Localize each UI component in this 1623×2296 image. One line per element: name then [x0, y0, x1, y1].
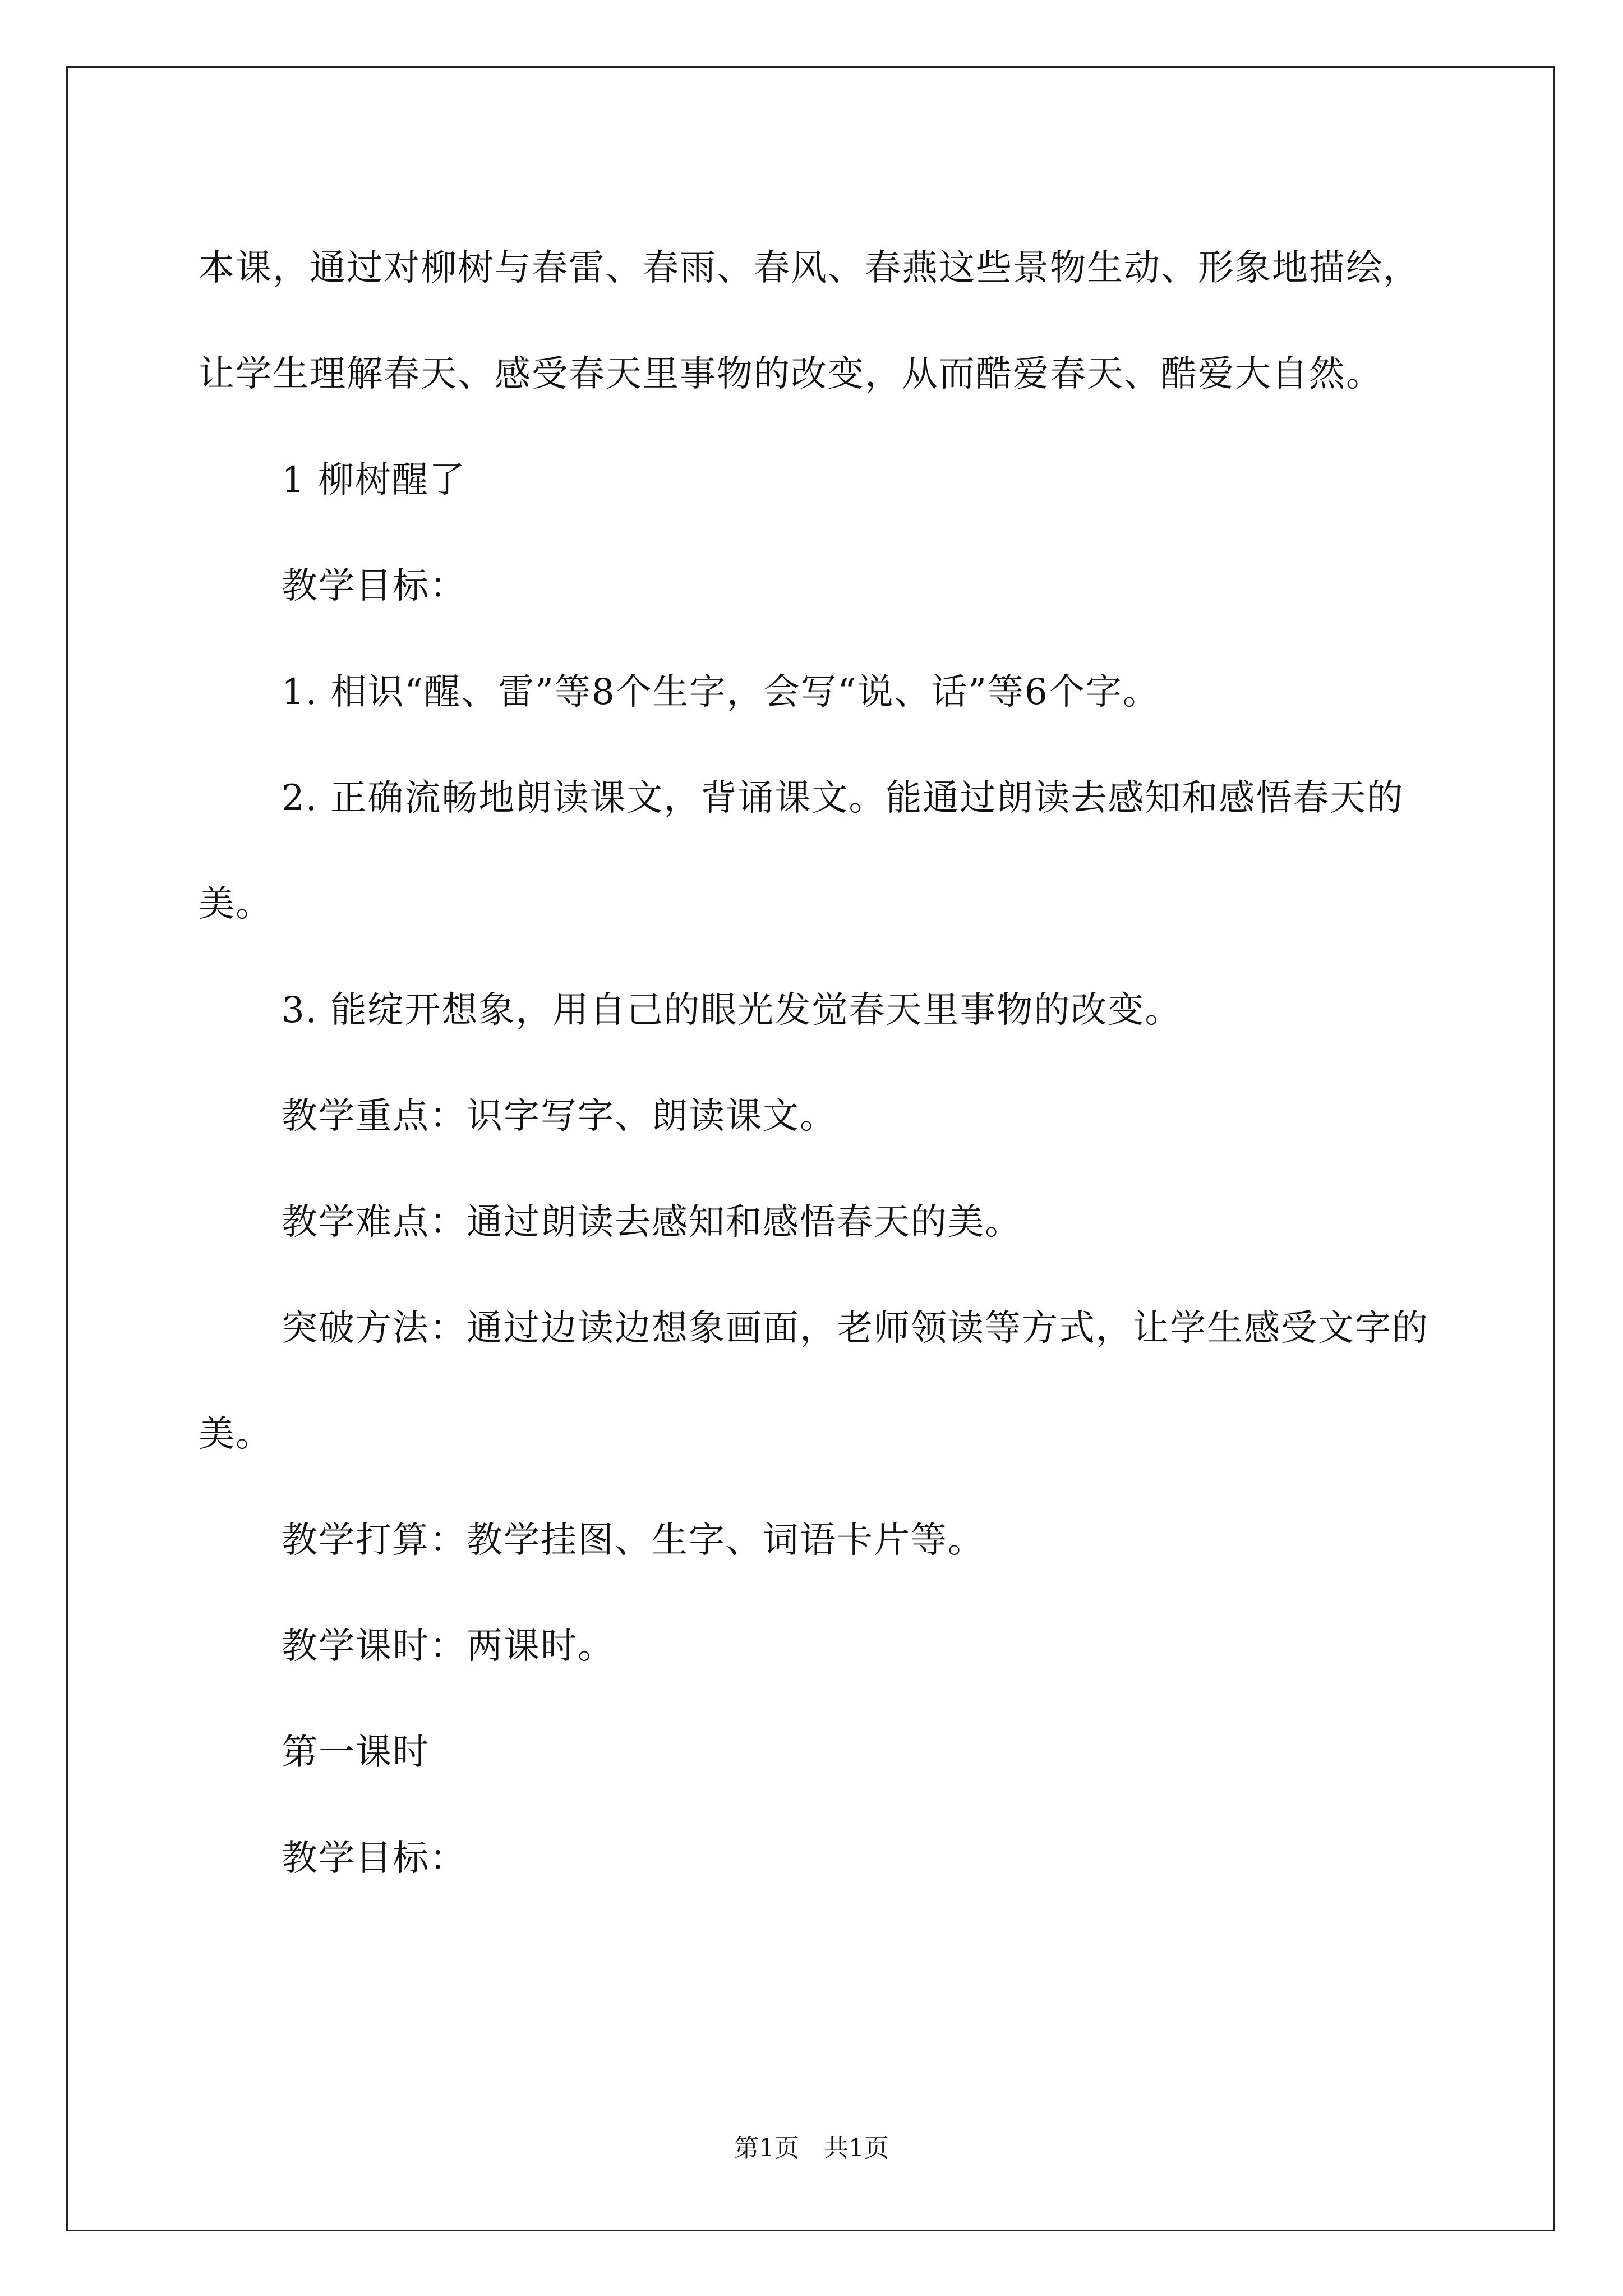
list-item: 2. 正确流畅地朗读课文，背诵课文。能通过朗读去感知和感悟春天的美。 — [199, 777, 1404, 925]
list-item: 1. 相识“醒、雷”等8个生字，会写“说、话”等6个字。 — [282, 671, 1160, 713]
paragraph: 本课，通过对柳树与春雷、春雨、春风、春燕这些景物生动、形象地描绘，让学生理解春天、感受春天里事物的改变，从而酷爱春天、酷爱大自然。 — [199, 247, 1420, 395]
paragraph: 教学难点：通过朗读去感知和感悟春天的美。 — [282, 1202, 1022, 1243]
paragraph: 教学课时：两课时。 — [282, 1626, 615, 1667]
paragraph: 教学目标： — [282, 565, 467, 607]
document-body — [199, 215, 1432, 1912]
paragraph: 教学打算：教学挂图、生字、词语卡片等。 — [282, 1520, 985, 1561]
list-item: 3. 能绽开想象，用自己的眼光发觉春天里事物的改变。 — [282, 990, 1182, 1031]
lesson-title: 1 柳树醒了 — [282, 459, 467, 501]
section-heading: 第一课时 — [282, 1732, 430, 1773]
page-number-footer: 第1页 共1页 — [734, 2134, 889, 2162]
paragraph: 突破方法：通过边读边想象画面，老师领读等方式，让学生感受文字的美。 — [199, 1308, 1429, 1455]
paragraph: 教学目标： — [282, 1838, 467, 1879]
paragraph: 教学重点：识字写字、朗读课文。 — [282, 1096, 837, 1137]
